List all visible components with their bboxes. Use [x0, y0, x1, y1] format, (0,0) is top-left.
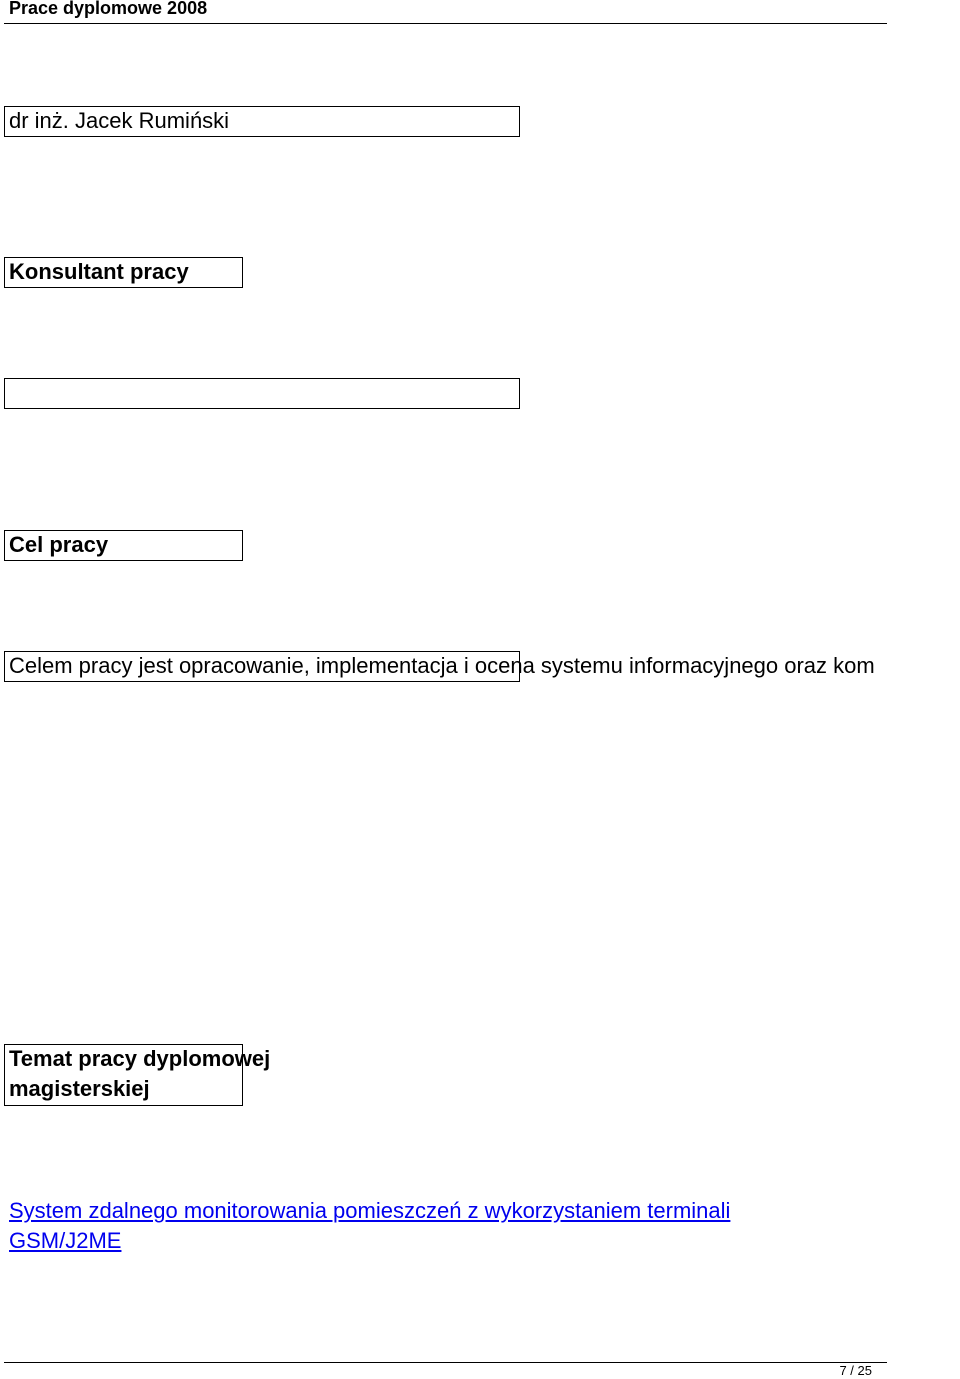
page-header-title: Prace dyplomowe 2008 [9, 0, 208, 18]
header-divider [4, 23, 887, 24]
topic-link-line2[interactable]: GSM/J2ME [9, 1228, 122, 1253]
supervisor-name: dr inż. Jacek Rumiński [9, 108, 230, 133]
goal-heading: Cel pracy [9, 532, 109, 557]
topic-heading-line2: magisterskiej [9, 1076, 150, 1101]
goal-text: Celem pracy jest opracowanie, implementacja i ocena systemu informacyjnego oraz kom [9, 653, 875, 678]
page-number: 7 / 25 [839, 1363, 872, 1378]
consultant-value-box [4, 378, 520, 409]
topic-heading-line1: Temat pracy dyplomowej [9, 1046, 271, 1071]
footer-divider [4, 1362, 887, 1363]
topic-link-line1[interactable]: System zdalnego monitorowania pomieszczeń z wykorzystaniem terminali [9, 1198, 731, 1223]
consultant-heading: Konsultant pracy [9, 259, 189, 284]
